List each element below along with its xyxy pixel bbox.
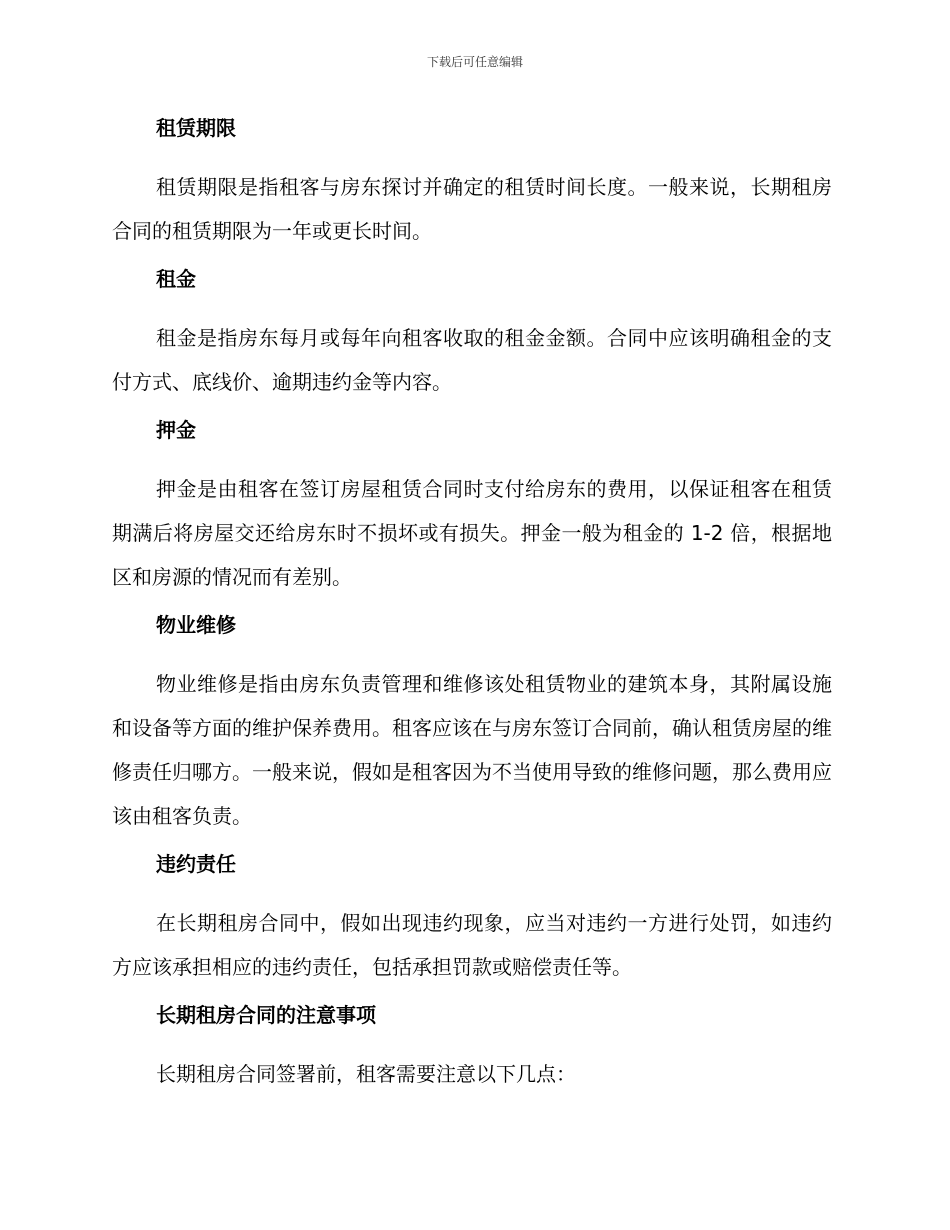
section-breach [112,848,832,989]
section-heading: 租金 [156,267,196,291]
section-heading: 长期租房合同的注意事项 [156,1003,376,1027]
section-paragraph: 押金是由租客在签订房屋租赁合同时支付给房东的费用，以保证租客在租赁期满后将房屋交还给房东时不损坏或有损失。押金一般为租金的 1-2 倍，根据地区和房源的情况而有差别。 [112,477,832,589]
section-heading: 押金 [156,418,196,442]
section-rent [112,263,832,404]
section-notes [112,999,832,1096]
page-header: 下载后可任意编辑 [426,55,523,69]
section-lease-term [112,112,832,253]
section-paragraph: 租赁期限是指租客与房东探讨并确定的租赁时间长度。一般来说，长期租房合同的租赁期限为一年或更长时间。 [112,175,832,243]
section-heading: 违约责任 [156,852,236,876]
section-paragraph: 长期租房合同签署前，租客需要注意以下几点： [156,1062,576,1086]
section-heading: 租赁期限 [156,116,236,140]
section-paragraph: 物业维修是指由房东负责管理和维修该处租赁物业的建筑本身，其附属设施和设备等方面的维护保养费用。租客应该在与房东签订合同前，确认租赁房屋的维修责任归哪方。一般来说，假如是租客因为不当使用导致的维修问题，那么费用应该由租客负责。 [112,672,832,828]
section-paragraph: 租金是指房东每月或每年向租客收取的租金金额。合同中应该明确租金的支付方式、底线价、逾期违约金等内容。 [112,326,832,394]
section-heading: 物业维修 [156,613,236,637]
section-maintenance [112,609,832,838]
document-body [112,112,832,1106]
section-paragraph: 在长期租房合同中，假如出现违约现象，应当对违约一方进行处罚，如违约方应该承担相应的违约责任，包括承担罚款或赔偿责任等。 [112,911,832,979]
section-deposit [112,414,832,599]
